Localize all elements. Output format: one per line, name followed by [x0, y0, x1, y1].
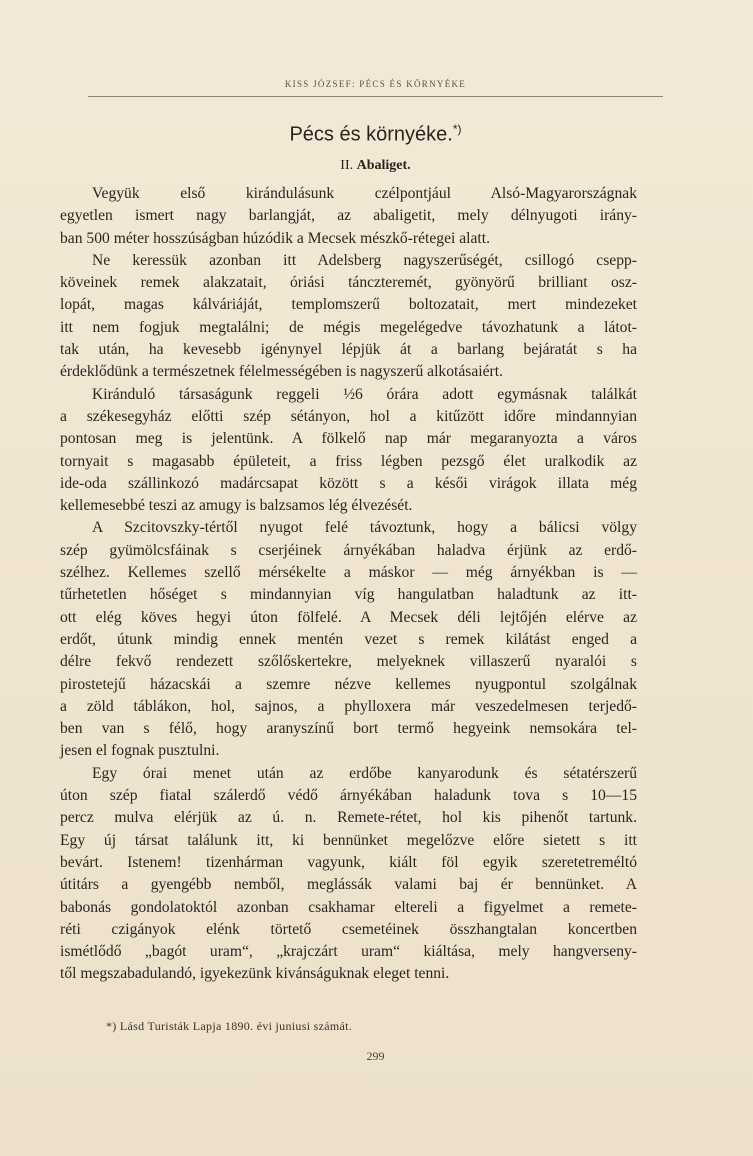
- text-line: tak után, ha kevesebb igénynyel lépjük át a barlang bejáratát s ha: [60, 341, 637, 359]
- text-line: lopát, magas kálváriáját, templomszerű boltozatait, mert mindezeket: [60, 296, 637, 314]
- text-line: úton szép fiatal szálerdő védő árnyékában haladunk tova s 10—15: [60, 787, 637, 805]
- text-line: itt nem fogjuk megtalálni; de mégis megelégedve távozhatunk a látot-: [60, 318, 637, 336]
- text-line: szélhez. Kellemes szellő mérsékelte a máskor — még árnyékban is —: [60, 564, 637, 582]
- text-line: útitárs a gyengébb nemből, meglássák valami baj ér bennünket. A: [60, 876, 637, 894]
- header-rule: [88, 96, 663, 97]
- text-line: réti czigányok elénk törtető csemetéinek összhangtalan koncertben: [60, 920, 637, 938]
- text-line: érdeklődünk a természetnek félelmességében is nagyszerű alkotásaiért.: [60, 363, 503, 381]
- section-number: II.: [340, 158, 354, 173]
- text-line: percz mulva elérjük az ú. n. Remete-rétet, hol kis pihenőt tartunk.: [60, 809, 637, 827]
- text-line: ban 500 méter hosszúságban húzódik a Mecsek mészkő-rétegei alatt.: [60, 229, 490, 247]
- text-line: Egy új társat találunk itt, ki bennünket megelőzve előre sietett s itt: [60, 831, 637, 849]
- section-heading: [88, 158, 663, 174]
- text-line: jesen el fognak pusztulni.: [60, 742, 220, 760]
- text-line: egyetlen ismert nagy barlangját, az abaligetit, mely délnyugoti irány-: [60, 207, 637, 225]
- text-line: a székesegyház előtti szép sétányon, hol a kitűzött időre mindannyian: [60, 407, 637, 425]
- text-line: szép gyümölcsfáinak s cserjéinek árnyékában haladva érjünk az erdő-: [60, 541, 637, 559]
- text-line: pirostetejű házacskái a szemre nézve kellemes nyugpontul szolgálnak: [60, 675, 637, 693]
- text-line: délre fekvő rendezett szőlőskertekre, melyeknek villaszerű nyaralói s: [60, 653, 637, 671]
- text-line: kellemesebbé teszi az amugy is balzsamos lég élvezését.: [60, 497, 413, 515]
- text-line: ben van s félő, hogy aranyszínű bort termő hegyeink nemsokára tel-: [60, 720, 637, 738]
- text-line: Vegyük első kirándulásunk czélpontjául Alsó-Magyarországnak: [92, 185, 637, 202]
- page-number: 299: [366, 1049, 385, 1063]
- article-title: [88, 122, 663, 147]
- text-line: ott elég köves hegyi úton fölfelé. A Mecsek déli lejtőjén elérve az: [60, 608, 637, 626]
- text-line: tűrhetetlen hőséget s mindannyian víg hangulatban haladtunk az itt-: [60, 586, 637, 604]
- footnote-text: *) Lásd Turisták Lapja 1890. évi juniusi számát.: [106, 1019, 353, 1033]
- text-line: től megszabadulandó, igyekezünk kivánságuknak eleget tenni.: [60, 965, 450, 983]
- text-line: A Szcitovszky-tértől nyugot felé távoztunk, hogy a bálicsi völgy: [92, 519, 637, 537]
- text-line: bevárt. Istenem! tizenhárman vagyunk, kiált föl egyik szeretetreméltó: [60, 853, 637, 871]
- text-line: Kiránduló társaságunk reggeli ½6 órára adott egymásnak találkát: [92, 385, 637, 403]
- text-line: Ne keressük azonban itt Adelsberg nagyszerűségét, csillogó csepp-: [92, 251, 637, 269]
- text-line: ismétlődő „bagót uram“, „krajczárt uram“ kiáltása, mely hangverseny-: [60, 943, 637, 961]
- footnote: [60, 1019, 637, 1034]
- text-line: babonás gondolatoktól azonban csakhamar eltereli a figyelmet a remete-: [60, 898, 637, 916]
- text-line: ide-oda szállinkozó madárcsapat között s a késői virágok illata még: [60, 474, 637, 492]
- text-line: a zöld táblákon, hol, sajnos, a phylloxera már veszedelmesen terjedő-: [60, 697, 637, 715]
- text-line: erdőt, útunk mindig ennek mentén vezet s remek kilátást enged a: [60, 630, 637, 648]
- body-text: [60, 183, 637, 986]
- text-line: tornyait s magasabb épületeit, a friss légben pezsgő élet uralkodik az: [60, 452, 637, 470]
- running-head: KISS JÓZSEF: PÉCS ÉS KÖRNYÉKE: [284, 79, 467, 89]
- title-text: Pécs és környéke.: [289, 123, 453, 146]
- text-line: köveinek remek alakzatait, óriási tánczteremét, gyönyörű brilliant osz-: [60, 274, 637, 292]
- text-line: pontosan meg is jelentünk. A fölkelő nap már megaranyozta a város: [60, 430, 637, 448]
- title-footnote-mark: *): [452, 122, 462, 136]
- text-line: Egy órai menet után az erdőbe kanyarodunk és sétatérszerű: [92, 764, 637, 782]
- section-title: Abaliget.: [356, 158, 411, 173]
